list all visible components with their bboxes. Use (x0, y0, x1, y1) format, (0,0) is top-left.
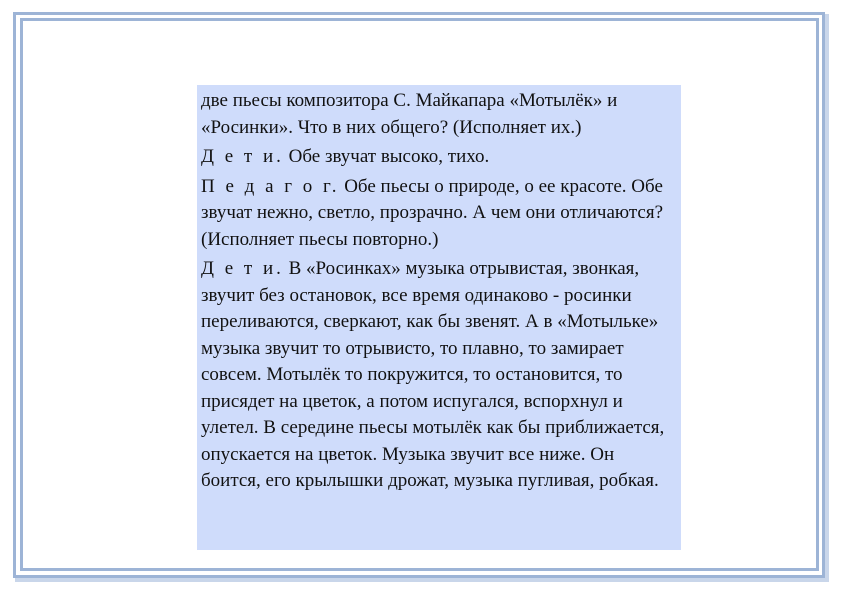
dialogue-text-block (197, 85, 681, 550)
paragraph-children-1 (201, 144, 677, 171)
speaker-children: Д е т и. (201, 258, 284, 279)
frame-shadow-right (825, 14, 829, 580)
paragraph-intro (201, 88, 677, 141)
paragraph-children-2 (201, 256, 677, 495)
paragraph-teacher-text: Обе пьесы о природе, о ее красоте. Обе звучат нежно, светло, прозрачно. А чем они отличаются? (Исполняет пьесы повторно.) (201, 175, 664, 250)
paragraph-intro-text: две пьесы композитора С. Майкапара «Мотылёк» и «Росинки». Что в них общего? (Исполняет их.) (201, 90, 618, 138)
paragraph-children-2-text: В «Росинках» музыка отрывистая, звонкая, звучит без остановок, все время одинаково - росинки переливаются, сверкают, как бы звенят. А в «Мотыльке» музыка звучит то отрывисто, то плавно, то замирает совсем. Мотылёк то покружится, то остановится, то присядет на цветок, а потом испугался, вспорхнул и улетел. В середине пьесы мотылёк как бы приближается, опускается на цветок. Музыка звучит все ниже. Он боится, его крылышки дрожат, музыка пугливая, робкая. (201, 258, 665, 491)
frame-shadow-bottom (15, 578, 829, 582)
speaker-teacher: П е д а г о г. (201, 175, 340, 197)
paragraph-teacher (201, 174, 677, 254)
paragraph-children-1-text: Обе звучат высоко, тихо. (283, 146, 490, 167)
speaker-children: Д е т и. (201, 146, 284, 167)
